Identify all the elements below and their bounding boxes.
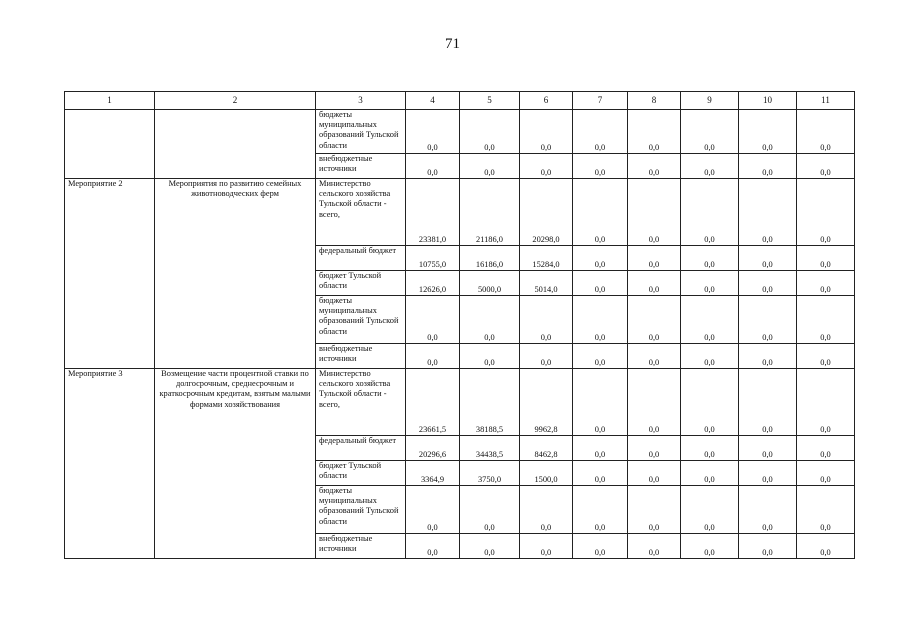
value-cell: 0,0 bbox=[573, 154, 628, 179]
header-cell: 4 bbox=[406, 92, 460, 110]
funding-source-cell: федеральный бюджет bbox=[316, 246, 406, 271]
value-cell: 0,0 bbox=[406, 534, 460, 559]
value-cell: 15284,0 bbox=[520, 246, 573, 271]
value-cell: 0,0 bbox=[681, 154, 739, 179]
header-cell: 10 bbox=[739, 92, 797, 110]
value-cell: 0,0 bbox=[628, 179, 681, 246]
value-cell: 10755,0 bbox=[406, 246, 460, 271]
value-cell: 5000,0 bbox=[460, 271, 520, 296]
value-cell: 0,0 bbox=[460, 296, 520, 344]
value-cell: 0,0 bbox=[681, 486, 739, 534]
value-cell: 0,0 bbox=[681, 296, 739, 344]
measure-cell: Мероприятие 2 bbox=[65, 179, 155, 369]
header-cell: 3 bbox=[316, 92, 406, 110]
funding-source-cell: Министерство сельского хозяйства Тульской области - всего, bbox=[316, 179, 406, 246]
value-cell: 0,0 bbox=[681, 436, 739, 461]
value-cell: 0,0 bbox=[628, 296, 681, 344]
value-cell: 0,0 bbox=[406, 486, 460, 534]
value-cell: 0,0 bbox=[797, 246, 855, 271]
table-row bbox=[65, 110, 855, 154]
value-cell: 0,0 bbox=[797, 179, 855, 246]
value-cell: 8462,8 bbox=[520, 436, 573, 461]
funding-source-cell: бюджет Тульской области bbox=[316, 271, 406, 296]
value-cell: 0,0 bbox=[460, 154, 520, 179]
value-cell: 23381,0 bbox=[406, 179, 460, 246]
value-cell: 3750,0 bbox=[460, 461, 520, 486]
value-cell: 0,0 bbox=[460, 110, 520, 154]
value-cell: 0,0 bbox=[797, 486, 855, 534]
value-cell: 0,0 bbox=[520, 486, 573, 534]
header-cell: 6 bbox=[520, 92, 573, 110]
page-number: 71 bbox=[445, 36, 460, 52]
value-cell: 12626,0 bbox=[406, 271, 460, 296]
value-cell: 0,0 bbox=[681, 461, 739, 486]
value-cell: 0,0 bbox=[573, 110, 628, 154]
value-cell: 0,0 bbox=[520, 344, 573, 369]
value-cell: 20296,6 bbox=[406, 436, 460, 461]
value-cell: 0,0 bbox=[797, 461, 855, 486]
funding-source-cell: федеральный бюджет bbox=[316, 436, 406, 461]
value-cell: 0,0 bbox=[797, 154, 855, 179]
value-cell: 23661,5 bbox=[406, 369, 460, 436]
value-cell: 0,0 bbox=[406, 110, 460, 154]
measure-name-cell: Мероприятия по развитию семейных животноводческих ферм bbox=[155, 179, 316, 369]
value-cell: 0,0 bbox=[739, 369, 797, 436]
header-cell: 1 bbox=[65, 92, 155, 110]
measure-name-cell: Возмещение части процентной ставки по долгосрочным, среднесрочным и краткосрочным кредитам, взятым малыми формами хозяйствования bbox=[155, 369, 316, 559]
value-cell: 9962,8 bbox=[520, 369, 573, 436]
header-cell: 2 bbox=[155, 92, 316, 110]
value-cell: 0,0 bbox=[573, 534, 628, 559]
value-cell: 0,0 bbox=[628, 436, 681, 461]
header-cell: 9 bbox=[681, 92, 739, 110]
value-cell: 0,0 bbox=[797, 534, 855, 559]
value-cell: 0,0 bbox=[628, 154, 681, 179]
value-cell: 0,0 bbox=[628, 461, 681, 486]
value-cell: 0,0 bbox=[460, 486, 520, 534]
value-cell: 0,0 bbox=[573, 246, 628, 271]
value-cell: 0,0 bbox=[460, 534, 520, 559]
value-cell: 0,0 bbox=[797, 296, 855, 344]
value-cell: 0,0 bbox=[739, 154, 797, 179]
value-cell: 0,0 bbox=[520, 296, 573, 344]
value-cell: 5014,0 bbox=[520, 271, 573, 296]
value-cell: 0,0 bbox=[739, 179, 797, 246]
funding-source-cell: бюджеты муниципальных образований Тульской области bbox=[316, 486, 406, 534]
value-cell: 0,0 bbox=[681, 179, 739, 246]
value-cell: 0,0 bbox=[460, 344, 520, 369]
value-cell: 0,0 bbox=[797, 271, 855, 296]
value-cell: 0,0 bbox=[628, 271, 681, 296]
table-row bbox=[65, 179, 855, 246]
funding-source-cell: Министерство сельского хозяйства Тульской области - всего, bbox=[316, 369, 406, 436]
value-cell: 0,0 bbox=[681, 110, 739, 154]
value-cell: 0,0 bbox=[628, 344, 681, 369]
value-cell: 0,0 bbox=[739, 461, 797, 486]
value-cell: 0,0 bbox=[681, 534, 739, 559]
table-row bbox=[65, 369, 855, 436]
value-cell: 0,0 bbox=[681, 344, 739, 369]
value-cell: 0,0 bbox=[739, 344, 797, 369]
value-cell: 0,0 bbox=[573, 436, 628, 461]
value-cell: 0,0 bbox=[573, 179, 628, 246]
value-cell: 20298,0 bbox=[520, 179, 573, 246]
value-cell: 0,0 bbox=[681, 271, 739, 296]
value-cell: 21186,0 bbox=[460, 179, 520, 246]
value-cell: 0,0 bbox=[797, 369, 855, 436]
value-cell: 0,0 bbox=[739, 246, 797, 271]
value-cell: 0,0 bbox=[406, 344, 460, 369]
value-cell: 0,0 bbox=[406, 296, 460, 344]
value-cell: 0,0 bbox=[797, 436, 855, 461]
value-cell: 16186,0 bbox=[460, 246, 520, 271]
value-cell: 0,0 bbox=[520, 110, 573, 154]
value-cell: 0,0 bbox=[573, 271, 628, 296]
measure-cell bbox=[65, 110, 155, 179]
value-cell: 0,0 bbox=[628, 534, 681, 559]
measure-name-cell bbox=[155, 110, 316, 179]
value-cell: 0,0 bbox=[573, 486, 628, 534]
value-cell: 0,0 bbox=[628, 110, 681, 154]
value-cell: 0,0 bbox=[520, 534, 573, 559]
value-cell: 0,0 bbox=[628, 246, 681, 271]
funding-source-cell: внебюджетные источники bbox=[316, 344, 406, 369]
value-cell: 38188,5 bbox=[460, 369, 520, 436]
value-cell: 1500,0 bbox=[520, 461, 573, 486]
header-cell: 7 bbox=[573, 92, 628, 110]
value-cell: 0,0 bbox=[406, 154, 460, 179]
value-cell: 0,0 bbox=[739, 436, 797, 461]
value-cell: 0,0 bbox=[573, 344, 628, 369]
value-cell: 0,0 bbox=[739, 296, 797, 344]
budget-table bbox=[64, 91, 855, 559]
value-cell: 0,0 bbox=[797, 110, 855, 154]
funding-source-cell: внебюджетные источники bbox=[316, 534, 406, 559]
value-cell: 0,0 bbox=[573, 369, 628, 436]
header-row bbox=[65, 92, 855, 110]
value-cell: 0,0 bbox=[739, 110, 797, 154]
value-cell: 3364,9 bbox=[406, 461, 460, 486]
header-cell: 5 bbox=[460, 92, 520, 110]
value-cell: 0,0 bbox=[681, 246, 739, 271]
value-cell: 0,0 bbox=[520, 154, 573, 179]
value-cell: 0,0 bbox=[681, 369, 739, 436]
measure-cell: Мероприятие 3 bbox=[65, 369, 155, 559]
value-cell: 0,0 bbox=[739, 271, 797, 296]
value-cell: 0,0 bbox=[797, 344, 855, 369]
value-cell: 0,0 bbox=[573, 461, 628, 486]
value-cell: 0,0 bbox=[739, 486, 797, 534]
value-cell: 0,0 bbox=[628, 486, 681, 534]
funding-source-cell: бюджет Тульской области bbox=[316, 461, 406, 486]
funding-source-cell: внебюджетные источники bbox=[316, 154, 406, 179]
value-cell: 0,0 bbox=[573, 296, 628, 344]
funding-source-cell: бюджеты муниципальных образований Тульской области bbox=[316, 110, 406, 154]
value-cell: 0,0 bbox=[628, 369, 681, 436]
value-cell: 0,0 bbox=[739, 534, 797, 559]
value-cell: 34438,5 bbox=[460, 436, 520, 461]
funding-source-cell: бюджеты муниципальных образований Тульской области bbox=[316, 296, 406, 344]
header-cell: 11 bbox=[797, 92, 855, 110]
header-cell: 8 bbox=[628, 92, 681, 110]
